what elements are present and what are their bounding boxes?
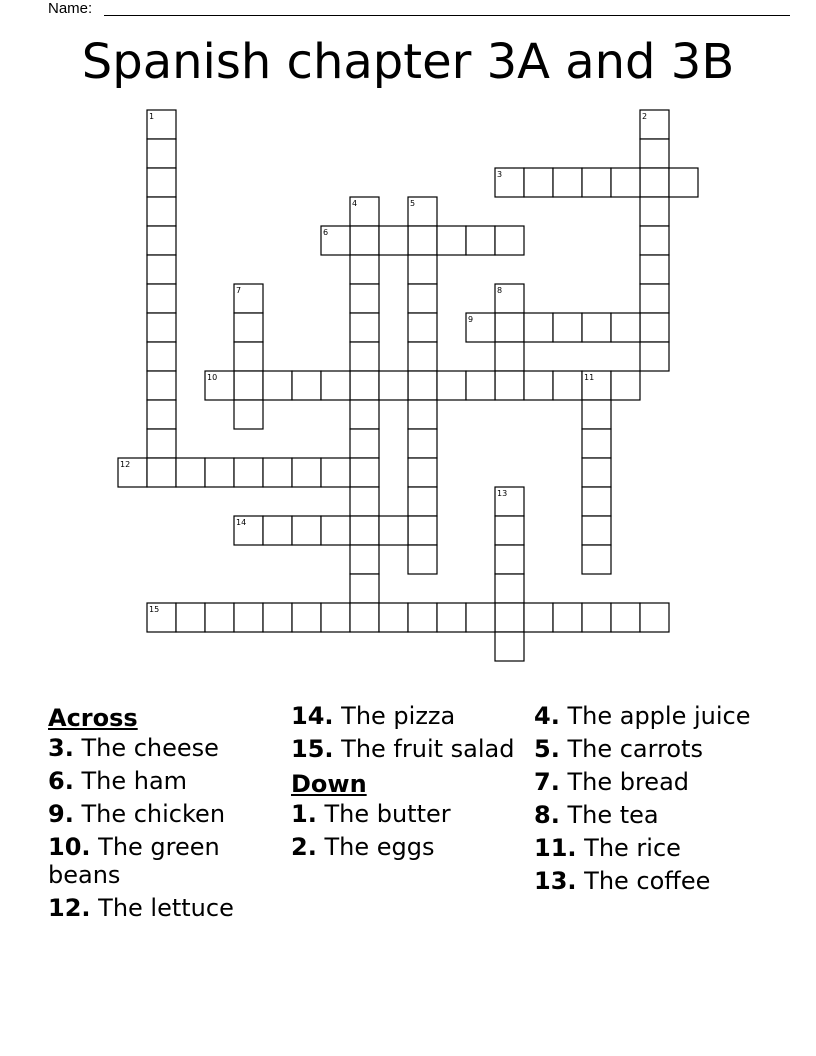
grid-cell[interactable] xyxy=(611,313,640,342)
grid-cell[interactable] xyxy=(350,284,379,313)
grid-cell[interactable] xyxy=(350,342,379,371)
grid-cell[interactable] xyxy=(263,516,292,545)
grid-cell[interactable] xyxy=(147,371,176,400)
cell-number: 11 xyxy=(584,373,595,382)
grid-cell[interactable] xyxy=(379,226,408,255)
grid-cell[interactable] xyxy=(437,371,466,400)
clue-text: The rice xyxy=(584,834,681,862)
clue-number: 9. xyxy=(48,800,74,828)
grid-cell[interactable] xyxy=(350,400,379,429)
clue-down-2 xyxy=(291,833,526,861)
grid-cell[interactable] xyxy=(147,255,176,284)
clue-down-11 xyxy=(534,834,769,862)
grid-cell[interactable] xyxy=(147,429,176,458)
clue-number: 8. xyxy=(534,801,560,829)
grid-cell[interactable] xyxy=(466,371,495,400)
cell-number: 13 xyxy=(497,489,508,498)
grid-cell[interactable] xyxy=(408,255,437,284)
clues-column-3 xyxy=(534,702,769,900)
grid-cell[interactable] xyxy=(321,371,350,400)
cell-number: 1 xyxy=(149,112,155,121)
grid-cell[interactable] xyxy=(524,371,553,400)
grid-cell[interactable] xyxy=(408,342,437,371)
clue-number: 6. xyxy=(48,767,74,795)
down-heading: Down xyxy=(291,770,367,798)
clues-column-1 xyxy=(48,702,283,927)
clue-number: 1. xyxy=(291,800,317,828)
cell-number: 2 xyxy=(642,112,648,121)
grid-cell[interactable] xyxy=(147,197,176,226)
grid-cell[interactable] xyxy=(437,226,466,255)
grid-cell[interactable] xyxy=(495,632,524,661)
clue-text: The green beans xyxy=(48,833,220,889)
grid-cell[interactable] xyxy=(234,371,263,400)
grid-cell[interactable] xyxy=(350,371,379,400)
grid-cell[interactable] xyxy=(582,313,611,342)
grid-cell[interactable] xyxy=(234,603,263,632)
grid-cell[interactable] xyxy=(147,284,176,313)
grid-cell[interactable] xyxy=(408,429,437,458)
grid-cell[interactable] xyxy=(321,458,350,487)
grid-cell[interactable] xyxy=(582,429,611,458)
grid-cell[interactable] xyxy=(408,400,437,429)
clue-down-4 xyxy=(534,702,769,730)
grid-cell[interactable] xyxy=(234,342,263,371)
grid-cell[interactable] xyxy=(582,516,611,545)
grid-cell[interactable] xyxy=(350,545,379,574)
grid-cell[interactable] xyxy=(379,516,408,545)
grid-cell[interactable] xyxy=(147,400,176,429)
cell-number: 7 xyxy=(236,286,242,295)
clue-number: 7. xyxy=(534,768,560,796)
clue-text: The cheese xyxy=(81,734,219,762)
clue-across-15 xyxy=(291,735,526,763)
grid-cell[interactable] xyxy=(408,545,437,574)
grid-cell[interactable] xyxy=(350,458,379,487)
grid-cell[interactable] xyxy=(495,574,524,603)
cell-number: 9 xyxy=(468,315,474,324)
clue-number: 15. xyxy=(291,735,334,763)
clue-number: 4. xyxy=(534,702,560,730)
grid-cell[interactable] xyxy=(495,371,524,400)
cell-number: 5 xyxy=(410,199,416,208)
grid-cell[interactable] xyxy=(408,371,437,400)
clue-down-1 xyxy=(291,800,526,828)
clue-number: 10. xyxy=(48,833,91,861)
grid-cell[interactable] xyxy=(321,603,350,632)
grid-cell[interactable] xyxy=(437,603,466,632)
grid-cell[interactable] xyxy=(553,168,582,197)
grid-cell[interactable] xyxy=(582,458,611,487)
clue-down-5 xyxy=(534,735,769,763)
across-heading: Across xyxy=(48,704,138,732)
grid-cell[interactable] xyxy=(292,371,321,400)
clue-across-10 xyxy=(48,833,283,889)
grid-cell[interactable] xyxy=(640,255,669,284)
clue-number: 12. xyxy=(48,894,91,922)
clue-text: The coffee xyxy=(584,867,711,895)
grid-cell[interactable] xyxy=(640,139,669,168)
clue-number: 14. xyxy=(291,702,334,730)
grid-cell[interactable] xyxy=(292,458,321,487)
grid-cell[interactable] xyxy=(234,400,263,429)
clue-text: The chicken xyxy=(81,800,226,828)
grid-cell[interactable] xyxy=(176,458,205,487)
clue-text: The carrots xyxy=(567,735,704,763)
clue-text: The pizza xyxy=(341,702,456,730)
cell-number: 8 xyxy=(497,286,503,295)
cell-number: 15 xyxy=(149,605,160,614)
cell-number: 14 xyxy=(236,518,247,527)
clues-column-2 xyxy=(291,702,526,866)
clue-text: The apple juice xyxy=(567,702,751,730)
grid-cell[interactable] xyxy=(408,313,437,342)
grid-cell[interactable] xyxy=(408,603,437,632)
clue-text: The butter xyxy=(324,800,451,828)
grid-cell[interactable] xyxy=(640,603,669,632)
grid-cell[interactable] xyxy=(524,313,553,342)
grid-cell[interactable] xyxy=(408,226,437,255)
cell-number: 6 xyxy=(323,228,329,237)
grid-cell[interactable] xyxy=(350,255,379,284)
clue-down-13 xyxy=(534,867,769,895)
grid-cell[interactable] xyxy=(205,458,234,487)
cell-number: 4 xyxy=(352,199,358,208)
grid-cell[interactable] xyxy=(582,168,611,197)
grid-cell[interactable] xyxy=(582,603,611,632)
clue-down-7 xyxy=(534,768,769,796)
cell-number: 3 xyxy=(497,170,503,179)
grid-cell[interactable] xyxy=(205,603,234,632)
grid-cell[interactable] xyxy=(408,458,437,487)
grid-cell[interactable] xyxy=(553,371,582,400)
grid-cell[interactable] xyxy=(524,603,553,632)
grid-cell[interactable] xyxy=(582,400,611,429)
grid-cell[interactable] xyxy=(147,139,176,168)
clue-number: 2. xyxy=(291,833,317,861)
grid-cell[interactable] xyxy=(379,371,408,400)
grid-cell[interactable] xyxy=(147,168,176,197)
grid-cell[interactable] xyxy=(495,313,524,342)
grid-cell[interactable] xyxy=(147,458,176,487)
grid-cell[interactable] xyxy=(147,342,176,371)
grid-cell[interactable] xyxy=(553,313,582,342)
clue-text: The lettuce xyxy=(98,894,234,922)
grid-cell[interactable] xyxy=(350,516,379,545)
grid-cell[interactable] xyxy=(321,516,350,545)
grid-cell[interactable] xyxy=(495,226,524,255)
clue-text: The fruit salad xyxy=(341,735,515,763)
grid-cell[interactable] xyxy=(466,226,495,255)
grid-cell[interactable] xyxy=(640,197,669,226)
grid-cell[interactable] xyxy=(495,342,524,371)
grid-cell[interactable] xyxy=(611,603,640,632)
grid-cell[interactable] xyxy=(350,313,379,342)
clue-across-6 xyxy=(48,767,283,795)
clue-text: The eggs xyxy=(324,833,435,861)
grid-cell[interactable] xyxy=(379,603,408,632)
grid-cell[interactable] xyxy=(263,458,292,487)
grid-cell[interactable] xyxy=(350,429,379,458)
grid-cell[interactable] xyxy=(408,487,437,516)
name-label: Name: xyxy=(48,0,93,17)
grid-cell[interactable] xyxy=(292,603,321,632)
grid-cell[interactable] xyxy=(495,603,524,632)
grid-cell[interactable] xyxy=(640,226,669,255)
grid-cell[interactable] xyxy=(640,313,669,342)
grid-cell[interactable] xyxy=(553,603,582,632)
grid-cell[interactable] xyxy=(350,603,379,632)
cell-number: 10 xyxy=(207,373,218,382)
grid-cell[interactable] xyxy=(350,574,379,603)
clue-across-3 xyxy=(48,734,283,762)
grid-cell[interactable] xyxy=(582,487,611,516)
cell-number: 12 xyxy=(120,460,131,469)
grid-cell[interactable] xyxy=(611,371,640,400)
grid-cell[interactable] xyxy=(640,342,669,371)
grid-cell[interactable] xyxy=(176,603,205,632)
clue-text: The tea xyxy=(567,801,659,829)
clue-down-8 xyxy=(534,801,769,829)
clue-number: 11. xyxy=(534,834,577,862)
grid-cell[interactable] xyxy=(582,545,611,574)
grid-cell[interactable] xyxy=(495,516,524,545)
clue-across-14 xyxy=(291,702,526,730)
grid-cell[interactable] xyxy=(147,313,176,342)
grid-cell[interactable] xyxy=(524,168,553,197)
clue-number: 3. xyxy=(48,734,74,762)
clue-number: 5. xyxy=(534,735,560,763)
grid-cell[interactable] xyxy=(350,226,379,255)
grid-cell[interactable] xyxy=(408,516,437,545)
clue-across-9 xyxy=(48,800,283,828)
clue-text: The bread xyxy=(567,768,690,796)
grid-cell[interactable] xyxy=(147,226,176,255)
grid-cell[interactable] xyxy=(234,313,263,342)
grid-cell[interactable] xyxy=(611,168,640,197)
grid-cell[interactable] xyxy=(292,516,321,545)
grid-cell[interactable] xyxy=(263,603,292,632)
grid-cell[interactable] xyxy=(640,284,669,313)
clue-across-12 xyxy=(48,894,283,922)
grid-cell[interactable] xyxy=(640,168,669,197)
clue-number: 13. xyxy=(534,867,577,895)
grid-cell[interactable] xyxy=(263,371,292,400)
grid-cell[interactable] xyxy=(466,603,495,632)
grid-cell[interactable] xyxy=(495,545,524,574)
grid-cell[interactable] xyxy=(408,284,437,313)
grid-cell[interactable] xyxy=(350,487,379,516)
grid-cell[interactable] xyxy=(669,168,698,197)
clue-text: The ham xyxy=(81,767,188,795)
grid-cell[interactable] xyxy=(234,458,263,487)
page-title: Spanish chapter 3A and 3B xyxy=(81,34,735,90)
